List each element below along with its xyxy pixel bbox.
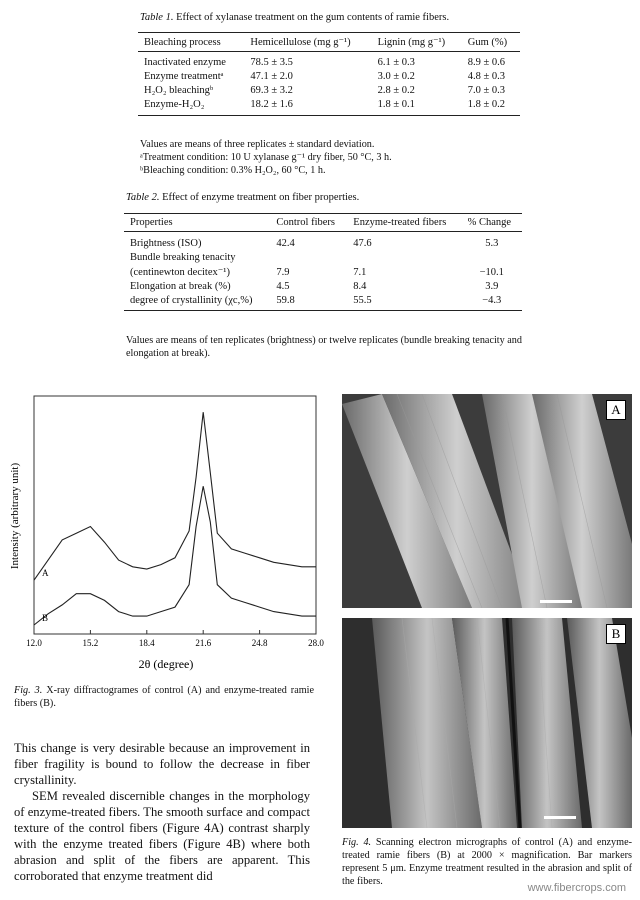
table-row: Bundle breaking tenacity xyxy=(130,252,236,263)
table2-header: % Change xyxy=(467,217,512,228)
x-tick-label: 15.2 xyxy=(82,638,99,648)
x-tick-label: 21.6 xyxy=(195,638,212,648)
table1-note: ᵃTreatment condition: 10 U xylanase g⁻¹ dry fiber, 50 °C, 3 h. xyxy=(140,152,392,163)
fig3-chart xyxy=(6,392,324,674)
x-tick-label: 24.8 xyxy=(251,638,268,648)
y-axis-label: Intensity (arbitrary unit) xyxy=(9,462,21,570)
table2-header: Enzyme-treated fibers xyxy=(353,217,447,228)
x-tick-label: 12.0 xyxy=(26,638,42,648)
fig4-label: Fig. 4. xyxy=(342,837,372,848)
table1 xyxy=(138,32,520,116)
scale-bar-b xyxy=(544,816,576,819)
sem-image-b xyxy=(342,618,632,828)
fig3-caption xyxy=(14,684,314,710)
curve-label-b: B xyxy=(42,613,49,624)
table-row: H₂O₂ bleachingᵇ 69.3 ± 3.2 2.8 ± 0.2 7.0 ± 0.3 xyxy=(144,85,506,96)
sem-fibers-a xyxy=(342,394,632,608)
table-row: Enzyme treatmentᵃ 47.1 ± 2.0 3.0 ± 0.2 4.8 ± 0.3 xyxy=(144,71,506,82)
body-text xyxy=(14,740,310,884)
sem-image-a xyxy=(342,394,632,608)
fig4-text: Scanning electron micrographs of control (A) and enzyme-treated ramie fibers (B) at 2000 × magnification. Bar markers represent 5 μm. Enzyme treatment resulted in the abrasion and split of the fibers. xyxy=(342,837,632,887)
table-row: (centinewton decitex⁻¹) 7.9 7.1 −10.1 xyxy=(130,266,504,278)
curve-label-a: A xyxy=(42,568,49,579)
table1-header: Hemicellulose (mg g⁻¹) xyxy=(250,37,351,48)
fig4-caption xyxy=(342,836,632,888)
xrd-plot xyxy=(6,392,324,674)
sem-fibers-b xyxy=(342,618,632,828)
table2-header: Control fibers xyxy=(276,217,336,228)
table2-note: Values are means of ten replicates (brightness) or twelve replicates (bundle breaking tenacity and elongation at break). xyxy=(126,335,522,359)
table1-header: Gum (%) xyxy=(467,36,508,48)
scale-bar-a xyxy=(540,600,572,603)
paragraph: This change is very desirable because an improvement in fiber fragility is bound to follow the decrease in fiber crystallinity. xyxy=(14,741,310,787)
table1-notes xyxy=(140,138,392,177)
paragraph: SEM revealed discernible changes in the morphology of enzyme-treated fibers. The smooth surface and compact texture of the control fibers (Figure 4A) contrast sharply with the enzyme treated fibers (Figure 4B) where both abrasion and split of the fibers are apparent. This corroborated that enzyme treatment did xyxy=(14,789,310,883)
table2-header: Properties xyxy=(130,217,173,228)
table-row: degree of crystallinity (χc,%) 59.8 55.5 −4.3 xyxy=(124,294,522,311)
table2-title: Effect of enzyme treatment on fiber properties. xyxy=(162,192,360,203)
panel-label-a: A xyxy=(606,400,626,420)
x-tick-label: 28.0 xyxy=(308,638,324,648)
table2-label: Table 2. xyxy=(126,192,160,203)
x-axis-label: 2θ (degree) xyxy=(138,657,194,671)
table1-label: Table 1. xyxy=(140,12,174,23)
series-line-a xyxy=(34,412,316,580)
table-row: Elongation at break (%) 4.5 8.4 3.9 xyxy=(130,281,499,292)
watermark: www.fibercrops.com xyxy=(527,882,626,894)
x-tick-label: 18.4 xyxy=(138,638,155,648)
table-row: Enzyme-H₂O₂ 18.2 ± 1.6 1.8 ± 0.1 1.8 ± 0.2 xyxy=(138,98,520,116)
table1-header: Lignin (mg g⁻¹) xyxy=(377,37,446,48)
table-row: Brightness (ISO) 42.4 47.6 5.3 xyxy=(130,238,499,249)
fig3-label: Fig. 3. xyxy=(14,685,43,696)
series-line-b xyxy=(34,486,316,625)
table1-header: Bleaching process xyxy=(144,36,221,48)
panel-label-b: B xyxy=(606,624,626,644)
table1-title: Effect of xylanase treatment on the gum contents of ramie fibers. xyxy=(176,12,450,23)
table2-caption xyxy=(126,192,359,203)
table1-note: Values are means of three replicates ± standard deviation. xyxy=(140,139,375,150)
plot-frame xyxy=(34,396,316,634)
fig3-text: X-ray diffractogrames of control (A) and enzyme-treated ramie fibers (B). xyxy=(14,685,314,709)
table-row: Inactivated enzyme 78.5 ± 3.5 6.1 ± 0.3 8.9 ± 0.6 xyxy=(144,57,506,68)
table1-note: ᵇBleaching condition: 0.3% H₂O₂, 60 °C, 1 h. xyxy=(140,165,326,176)
table2 xyxy=(124,213,522,311)
table1-caption xyxy=(140,12,449,23)
